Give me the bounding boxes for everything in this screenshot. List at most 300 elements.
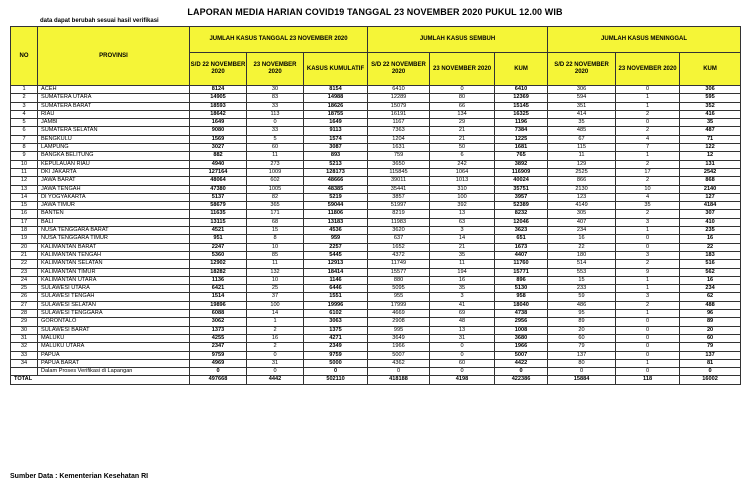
- table-row: [11, 243, 741, 251]
- province-name: ACEH: [38, 86, 190, 94]
- table-cell: 35: [430, 285, 495, 293]
- table-cell: 12: [680, 152, 741, 160]
- table-cell: 1204: [368, 135, 430, 143]
- table-cell: 52389: [495, 202, 548, 210]
- table-cell: 2: [616, 160, 680, 168]
- table-cell: 595: [680, 94, 741, 102]
- table-cell: 48064: [190, 177, 247, 185]
- table-cell: 882: [190, 152, 247, 160]
- table-cell: 1966: [495, 343, 548, 351]
- table-cell: 21: [430, 243, 495, 251]
- table-cell: 83: [247, 94, 304, 102]
- province-name: JAMBI: [38, 119, 190, 127]
- province-name: PAPUA BARAT: [38, 359, 190, 367]
- table-cell: 1: [616, 359, 680, 367]
- table-cell: 128173: [304, 168, 368, 176]
- table-cell: 7363: [368, 127, 430, 135]
- table-cell: 9759: [304, 351, 368, 359]
- table-cell: 17999: [368, 301, 430, 309]
- table-cell: 35: [616, 202, 680, 210]
- table-cell: 1574: [304, 135, 368, 143]
- table-cell: 1225: [495, 135, 548, 143]
- table-cell: 4969: [190, 359, 247, 367]
- table-cell: 2542: [680, 168, 741, 176]
- table-cell: 8124: [190, 86, 247, 94]
- row-number: 6: [11, 127, 38, 135]
- table-cell: 51997: [368, 202, 430, 210]
- table-cell: 40024: [495, 177, 548, 185]
- total-label: TOTAL: [11, 376, 190, 384]
- table-cell: 1514: [190, 293, 247, 301]
- province-name: SULAWESI UTARA: [38, 285, 190, 293]
- row-number: 4: [11, 110, 38, 118]
- table-cell: 0: [616, 86, 680, 94]
- province-name: KEPULAUAN RIAU: [38, 160, 190, 168]
- province-name: SUMATERA BARAT: [38, 102, 190, 110]
- table-cell: 234: [548, 227, 616, 235]
- table-cell: 0: [616, 343, 680, 351]
- table-cell: 18642: [190, 110, 247, 118]
- table-cell: 995: [368, 326, 430, 334]
- total-cell: 497668: [190, 376, 247, 384]
- table-cell: 30: [247, 86, 304, 94]
- table-cell: 16: [680, 276, 741, 284]
- table-cell: 6421: [190, 285, 247, 293]
- table-cell: 487: [680, 127, 741, 135]
- table-cell: 19996: [304, 301, 368, 309]
- table-cell: 896: [495, 276, 548, 284]
- table-cell: 416: [680, 110, 741, 118]
- table-cell: 0: [616, 243, 680, 251]
- table-row: [11, 202, 741, 210]
- table-cell: 235: [680, 227, 741, 235]
- table-row: [11, 227, 741, 235]
- table-cell: 20: [548, 326, 616, 334]
- table-cell: 594: [548, 94, 616, 102]
- table-cell: 2: [616, 210, 680, 218]
- table-cell: 11: [247, 152, 304, 160]
- table-row: [11, 260, 741, 268]
- table-cell: 1: [616, 102, 680, 110]
- table-cell: 5445: [304, 251, 368, 259]
- table-cell: 18414: [304, 268, 368, 276]
- row-number: 15: [11, 202, 38, 210]
- table-cell: 233: [548, 285, 616, 293]
- table-cell: 4149: [548, 202, 616, 210]
- table-cell: 305: [548, 210, 616, 218]
- table-cell: 0: [616, 119, 680, 127]
- header-sembuh-kum: KUM: [495, 53, 548, 86]
- table-cell: 137: [548, 351, 616, 359]
- table-cell: 2: [616, 177, 680, 185]
- table-cell: 47380: [190, 185, 247, 193]
- table-cell: 4362: [368, 359, 430, 367]
- table-row: [11, 235, 741, 243]
- table-cell: 129: [548, 160, 616, 168]
- table-cell: 9759: [190, 351, 247, 359]
- table-cell: 5213: [304, 160, 368, 168]
- table-cell: 6410: [495, 86, 548, 94]
- table-cell: 2: [616, 127, 680, 135]
- table-cell: 1551: [304, 293, 368, 301]
- table-cell: 2: [616, 260, 680, 268]
- table-cell: 1631: [368, 144, 430, 152]
- header-meninggal-23: 23 NOVEMBER 2020: [616, 53, 680, 86]
- table-cell: 3: [616, 251, 680, 259]
- table-cell: 273: [247, 160, 304, 168]
- table-cell: 955: [368, 293, 430, 301]
- table-cell: 60: [680, 334, 741, 342]
- table-row: [11, 251, 741, 259]
- table-header: [11, 27, 741, 86]
- header-kasus-sd: S/D 22 NOVEMBER 2020: [190, 53, 247, 86]
- row-number: 19: [11, 235, 38, 243]
- table-row: [11, 326, 741, 334]
- table-cell: 4255: [190, 334, 247, 342]
- table-cell: 18282: [190, 268, 247, 276]
- table-cell: 9: [616, 268, 680, 276]
- table-cell: 488: [680, 301, 741, 309]
- total-cell: 422386: [495, 376, 548, 384]
- table-cell: 2247: [190, 243, 247, 251]
- table-cell: 137: [680, 351, 741, 359]
- table-cell: 100: [247, 301, 304, 309]
- header-group-sembuh: JUMLAH KASUS SEMBUH: [368, 27, 548, 53]
- table-cell: 958: [495, 293, 548, 301]
- table-cell: 0: [430, 343, 495, 351]
- table-cell: 1569: [190, 135, 247, 143]
- table-cell: 48666: [304, 177, 368, 185]
- province-name: SULAWESI TENGGARA: [38, 310, 190, 318]
- table-cell: 11: [548, 152, 616, 160]
- table-row: [11, 94, 741, 102]
- table-cell: 351: [548, 102, 616, 110]
- row-number: 3: [11, 102, 38, 110]
- table-cell: 79: [680, 343, 741, 351]
- province-name: MALUKU UTARA: [38, 343, 190, 351]
- table-cell: 2347: [190, 343, 247, 351]
- row-number: 34: [11, 359, 38, 367]
- province-name: JAWA BARAT: [38, 177, 190, 185]
- table-cell: 180: [548, 251, 616, 259]
- table-cell: 80: [430, 94, 495, 102]
- table-row: [11, 343, 741, 351]
- table-cell: 3: [430, 293, 495, 301]
- province-name: PAPUA: [38, 351, 190, 359]
- table-cell: 95: [548, 310, 616, 318]
- table-cell: 0: [616, 351, 680, 359]
- table-cell: 12913: [304, 260, 368, 268]
- table-cell: 1681: [495, 144, 548, 152]
- table-cell: 41: [430, 301, 495, 309]
- table-cell: 2: [616, 110, 680, 118]
- table-cell: 127: [680, 193, 741, 201]
- table-cell: 5360: [190, 251, 247, 259]
- table-cell: 35: [548, 119, 616, 127]
- table-row: [11, 318, 741, 326]
- table-row: [11, 110, 741, 118]
- province-name: LAMPUNG: [38, 144, 190, 152]
- table-cell: 6088: [190, 310, 247, 318]
- table-cell: 3650: [368, 160, 430, 168]
- table-row: [11, 359, 741, 367]
- table-cell: 1005: [247, 185, 304, 193]
- table-cell: 115: [548, 144, 616, 152]
- table-cell: 0: [247, 119, 304, 127]
- table-cell: 194: [430, 268, 495, 276]
- table-cell: 2956: [495, 318, 548, 326]
- table-cell: 7: [616, 144, 680, 152]
- table-cell: 4: [616, 193, 680, 201]
- table-row: [11, 119, 741, 127]
- table-cell: 22: [680, 243, 741, 251]
- table-cell: 20: [680, 326, 741, 334]
- row-number: 16: [11, 210, 38, 218]
- table-cell: 14: [247, 310, 304, 318]
- table-cell: 14: [430, 235, 495, 243]
- table-cell: 89: [548, 318, 616, 326]
- table-cell: 516: [680, 260, 741, 268]
- table-cell: 15: [247, 227, 304, 235]
- table-cell: 1: [616, 94, 680, 102]
- row-number: 22: [11, 260, 38, 268]
- table-cell: 4372: [368, 251, 430, 259]
- table-cell: 35: [430, 251, 495, 259]
- table-cell: 759: [368, 152, 430, 160]
- table-cell: 66: [430, 102, 495, 110]
- table-body: [11, 86, 741, 385]
- table-cell: 100: [430, 193, 495, 201]
- table-row: [11, 160, 741, 168]
- province-name: NUSA TENGGARA BARAT: [38, 227, 190, 235]
- table-cell: 3: [616, 293, 680, 301]
- row-number: 7: [11, 135, 38, 143]
- table-cell: 18593: [190, 102, 247, 110]
- table-cell: 514: [548, 260, 616, 268]
- table-cell: 89: [680, 318, 741, 326]
- total-cell: 418188: [368, 376, 430, 384]
- table-row: [11, 268, 741, 276]
- table-cell: 33: [247, 102, 304, 110]
- row-number: 9: [11, 152, 38, 160]
- table-cell: 37: [247, 293, 304, 301]
- province-name: BANTEN: [38, 210, 190, 218]
- header-meninggal-kum: KUM: [680, 53, 741, 86]
- table-cell: 485: [548, 127, 616, 135]
- province-name: Dalam Proses Verifikasi di Lapangan: [38, 368, 190, 376]
- table-row: [11, 293, 741, 301]
- province-name: SULAWESI SELATAN: [38, 301, 190, 309]
- province-name: DKI JAKARTA: [38, 168, 190, 176]
- table-cell: 11749: [368, 260, 430, 268]
- table-cell: 123: [548, 193, 616, 201]
- table-cell: 122: [680, 144, 741, 152]
- table-cell: 39011: [368, 177, 430, 185]
- header-kasus-23: 23 NOVEMBER 2020: [247, 53, 304, 86]
- table-cell: 62: [680, 293, 741, 301]
- table-cell: 6: [430, 152, 495, 160]
- row-number: [11, 368, 38, 376]
- province-name: JAWA TIMUR: [38, 202, 190, 210]
- table-cell: 59044: [304, 202, 368, 210]
- table-cell: 234: [680, 285, 741, 293]
- table-cell: 48385: [304, 185, 368, 193]
- province-name: KALIMANTAN UTARA: [38, 276, 190, 284]
- table-cell: 22: [548, 243, 616, 251]
- table-cell: 16191: [368, 110, 430, 118]
- row-number: 12: [11, 177, 38, 185]
- table-cell: 96: [680, 310, 741, 318]
- table-cell: 1: [247, 318, 304, 326]
- verification-note: data dapat berubah sesuai hasil verifikasi: [40, 18, 159, 24]
- row-number: 10: [11, 160, 38, 168]
- table-cell: 21: [430, 127, 495, 135]
- table-cell: 3: [616, 218, 680, 226]
- table-cell: 116909: [495, 168, 548, 176]
- total-row: [11, 376, 741, 384]
- table-cell: 9113: [304, 127, 368, 135]
- table-cell: 8154: [304, 86, 368, 94]
- table-cell: 2: [247, 326, 304, 334]
- row-number: 21: [11, 251, 38, 259]
- table-cell: 306: [680, 86, 741, 94]
- table-cell: 15577: [368, 268, 430, 276]
- table-cell: 0: [548, 368, 616, 376]
- province-name: KALIMANTAN TENGAH: [38, 251, 190, 259]
- table-row: [11, 310, 741, 318]
- table-cell: 8219: [368, 210, 430, 218]
- table-cell: 5007: [368, 351, 430, 359]
- table-cell: 765: [495, 152, 548, 160]
- table-cell: 310: [430, 185, 495, 193]
- table-cell: 2525: [548, 168, 616, 176]
- province-name: DI YOGYAKARTA: [38, 193, 190, 201]
- table-row: [11, 144, 741, 152]
- header-no: NO: [11, 27, 38, 86]
- row-number: 11: [11, 168, 38, 176]
- total-cell: 4198: [430, 376, 495, 384]
- table-cell: 12369: [495, 94, 548, 102]
- table-cell: 35441: [368, 185, 430, 193]
- table-cell: 1064: [430, 168, 495, 176]
- table-cell: 31: [247, 359, 304, 367]
- table-row: [11, 301, 741, 309]
- header-group-meninggal: JUMLAH KASUS MENINGGAL: [548, 27, 741, 53]
- province-name: SULAWESI BARAT: [38, 326, 190, 334]
- table-cell: 868: [680, 177, 741, 185]
- table-cell: 3957: [495, 193, 548, 201]
- row-number: 18: [11, 227, 38, 235]
- table-cell: 2140: [680, 185, 741, 193]
- total-cell: 502110: [304, 376, 368, 384]
- table-cell: 1: [616, 285, 680, 293]
- table-cell: 35: [680, 119, 741, 127]
- table-cell: 9080: [190, 127, 247, 135]
- row-number: 29: [11, 318, 38, 326]
- province-name: JAWA TENGAH: [38, 185, 190, 193]
- table-cell: 553: [548, 268, 616, 276]
- table-cell: 13183: [304, 218, 368, 226]
- table-cell: 16: [430, 276, 495, 284]
- table-row: [11, 102, 741, 110]
- table-cell: 171: [247, 210, 304, 218]
- table-cell: 0: [616, 235, 680, 243]
- table-cell: 4407: [495, 251, 548, 259]
- row-number: 30: [11, 326, 38, 334]
- table-cell: 25: [247, 285, 304, 293]
- table-cell: 1: [616, 276, 680, 284]
- table-cell: 1009: [247, 168, 304, 176]
- table-cell: 14988: [304, 94, 368, 102]
- table-cell: 1008: [495, 326, 548, 334]
- table-cell: 16325: [495, 110, 548, 118]
- table-cell: 3623: [495, 227, 548, 235]
- table-cell: 3027: [190, 144, 247, 152]
- table-cell: 1673: [495, 243, 548, 251]
- table-cell: 1373: [190, 326, 247, 334]
- table-cell: 134: [430, 110, 495, 118]
- table-cell: 0: [304, 368, 368, 376]
- table-cell: 35751: [495, 185, 548, 193]
- table-row: [11, 127, 741, 135]
- table-cell: 1966: [368, 343, 430, 351]
- table-cell: 242: [430, 160, 495, 168]
- province-name: SUMATERA SELATAN: [38, 127, 190, 135]
- table-cell: 651: [495, 235, 548, 243]
- table-cell: 48: [430, 318, 495, 326]
- row-number: 5: [11, 119, 38, 127]
- table-cell: 12289: [368, 94, 430, 102]
- row-number: 26: [11, 293, 38, 301]
- table-cell: 2349: [304, 343, 368, 351]
- table-cell: 562: [680, 268, 741, 276]
- table-cell: 59: [548, 293, 616, 301]
- table-cell: 12046: [495, 218, 548, 226]
- table-cell: 0: [430, 368, 495, 376]
- row-number: 1: [11, 86, 38, 94]
- total-cell: 118: [616, 376, 680, 384]
- table-cell: 67: [548, 135, 616, 143]
- province-name: BENGKULU: [38, 135, 190, 143]
- table-cell: 33: [247, 127, 304, 135]
- table-cell: 16: [247, 334, 304, 342]
- covid-report-table: [10, 26, 741, 385]
- table-cell: 131: [680, 160, 741, 168]
- table-cell: 8: [247, 235, 304, 243]
- row-number: 24: [11, 276, 38, 284]
- total-cell: 15884: [548, 376, 616, 384]
- header-group-kasus: JUMLAH KASUS TANGGAL 23 NOVEMBER 2020: [190, 27, 368, 53]
- table-cell: 5000: [304, 359, 368, 367]
- table-row: [11, 168, 741, 176]
- row-number: 2: [11, 94, 38, 102]
- table-cell: 4738: [495, 310, 548, 318]
- table-cell: 1652: [368, 243, 430, 251]
- table-cell: 1: [616, 310, 680, 318]
- table-cell: 11806: [304, 210, 368, 218]
- table-cell: 1649: [190, 119, 247, 127]
- table-row: [11, 334, 741, 342]
- table-cell: 637: [368, 235, 430, 243]
- header-provinsi: PROVINSI: [38, 27, 190, 86]
- table-cell: 5095: [368, 285, 430, 293]
- table-cell: 410: [680, 218, 741, 226]
- table-cell: 4184: [680, 202, 741, 210]
- table-cell: 132: [247, 268, 304, 276]
- table-cell: 2130: [548, 185, 616, 193]
- table-cell: 81: [680, 359, 741, 367]
- province-name: MALUKU: [38, 334, 190, 342]
